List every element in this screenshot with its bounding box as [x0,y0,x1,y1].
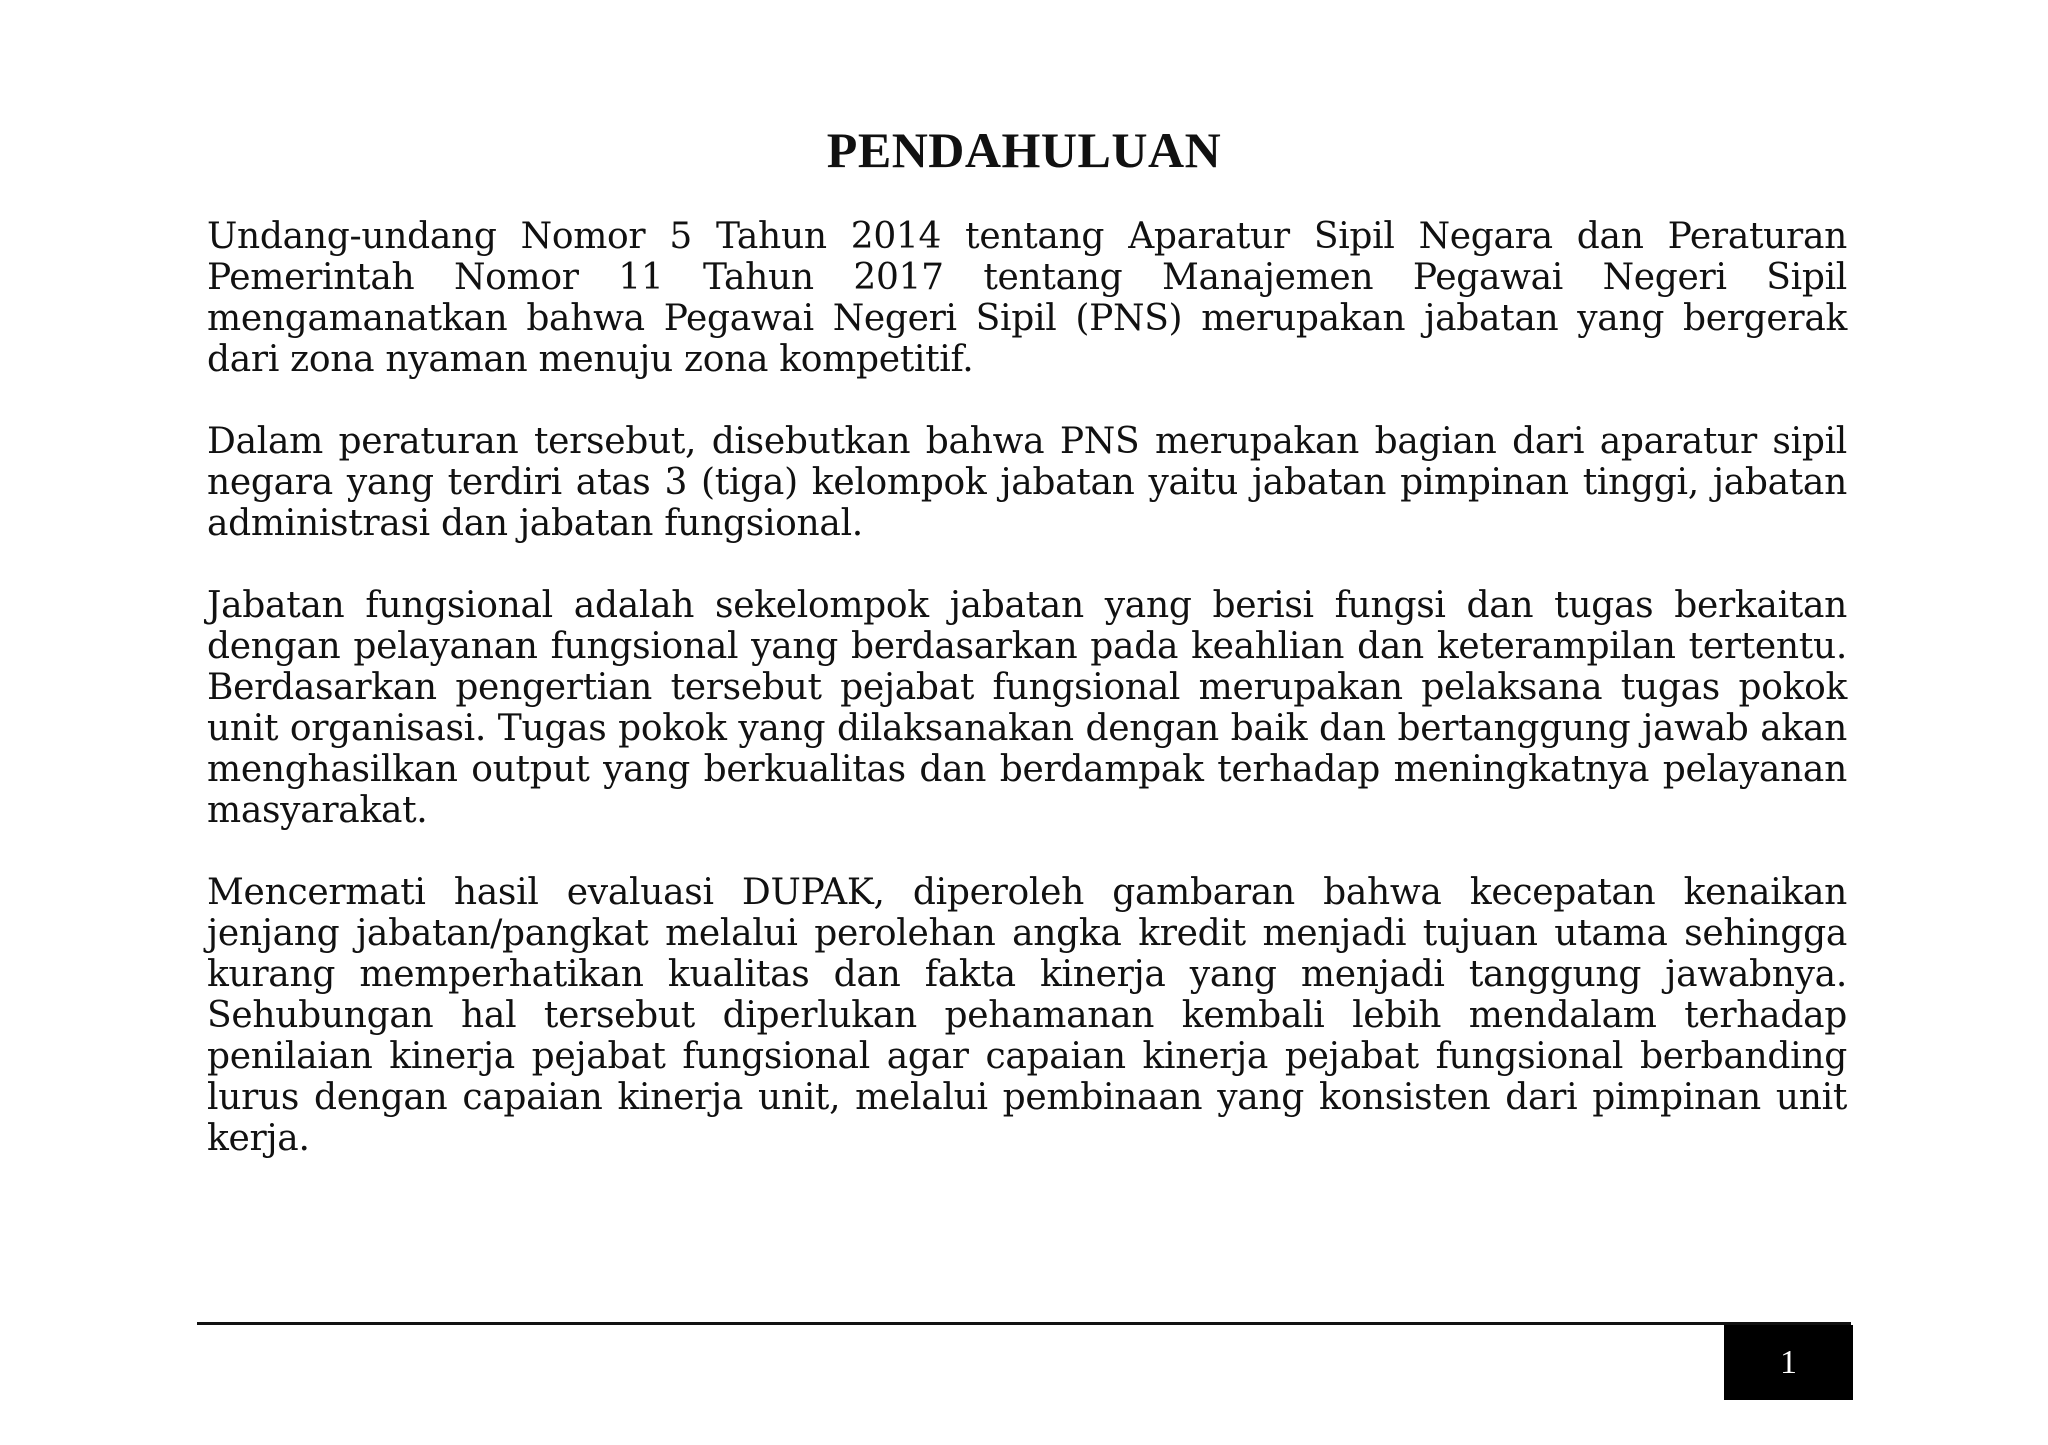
paragraph-3: Jabatan fungsional adalah sekelompok jabatan yang berisi fungsi dan tugas berkaitan dengan pelayanan fungsional yang berdasarkan pada keahlian dan keterampilan tertentu. Berdasarkan pengertian tersebut pejabat fungsional merupakan pelaksana tugas pokok unit organisasi. Tugas pokok yang dilaksanakan dengan baik dan bertanggung jawab akan menghasilkan output yang berkualitas dan berdampak terhadap meningkatnya pelayanan masyarakat. [207,585,1847,831]
footer-divider [197,1322,1851,1325]
paragraph-1: Undang-undang Nomor 5 Tahun 2014 tentang Aparatur Sipil Negara dan Peraturan Pemerintah Nomor 11 Tahun 2017 tentang Manajemen Pegawai Negeri Sipil mengamanatkan bahwa Pegawai Negeri Sipil (PNS) merupakan jabatan yang bergerak dari zona nyaman menuju zona kompetitif. [207,216,1847,380]
paragraph-2: Dalam peraturan tersebut, disebutkan bahwa PNS merupakan bagian dari aparatur sipil negara yang terdiri atas 3 (tiga) kelompok jabatan yaitu jabatan pimpinan tinggi, jabatan administrasi dan jabatan fungsional. [207,421,1847,544]
document-body [207,216,1847,1200]
paragraph-4: Mencermati hasil evaluasi DUPAK, diperoleh gambaran bahwa kecepatan kenaikan jenjang jabatan/pangkat melalui perolehan angka kredit menjadi tujuan utama sehingga kurang memperhatikan kualitas dan fakta kinerja yang menjadi tanggung jawabnya. Sehubungan hal tersebut diperlukan pehamanan kembali lebih mendalam terhadap penilaian kinerja pejabat fungsional agar capaian kinerja pejabat fungsional berbanding lurus dengan capaian kinerja unit, melalui pembinaan yang konsisten dari pimpinan unit kerja. [207,872,1847,1159]
page-number: 1 [1780,1343,1797,1381]
page-title: PENDAHULUAN [826,122,1222,178]
page-number-badge [1724,1325,1853,1400]
